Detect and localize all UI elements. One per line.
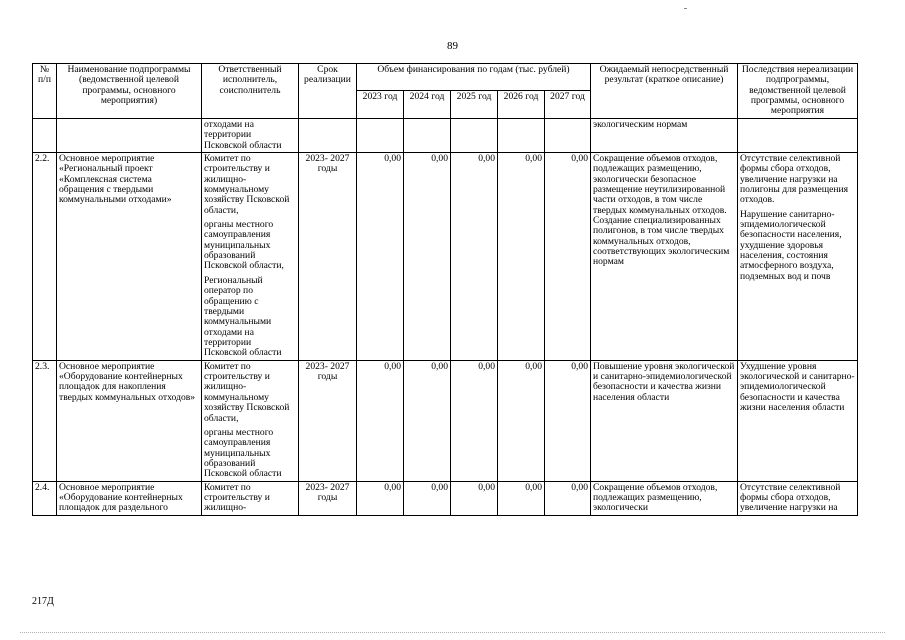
executor-item: органы местного самоуправления муниципальных образований Псковской области: [204, 426, 282, 480]
row-value-2025: 0,00: [451, 481, 498, 515]
consequence-item: Отсутствие селективной формы сбора отходов, увеличение нагрузки на полигоны для размещения отходов.: [740, 152, 849, 206]
consequence-item: Ухудшение уровня экологической и санитарно-эпидемиологической безопасности и качества жизни населения области: [740, 360, 855, 414]
cell-empty: [451, 118, 498, 152]
continuation-expected: экологическим нормам: [591, 118, 738, 152]
consequence-item: Отсутствие селективной формы сбора отходов, увеличение нагрузки на: [740, 481, 841, 514]
row-value-2026: 0,00: [498, 481, 545, 515]
row-executor: [202, 152, 299, 360]
executor-item: Комитет по строительству и жилищно-: [204, 481, 270, 514]
cell-empty: [498, 118, 545, 152]
row-consequences: [738, 152, 858, 360]
row-value-2023: 0,00: [357, 152, 404, 360]
cell-empty: [404, 118, 451, 152]
cell-empty: [299, 118, 357, 152]
table-row: [33, 360, 858, 481]
row-value-2024: 0,00: [404, 360, 451, 481]
header-year: 2027 год: [545, 91, 591, 118]
scan-artifact: [684, 8, 687, 9]
row-num: 2.2.: [33, 152, 57, 360]
row-expected: [591, 360, 738, 481]
row-value-2024: 0,00: [404, 152, 451, 360]
header-year: 2024 год: [404, 91, 451, 118]
row-term: 2023- 2027 годы: [299, 481, 357, 515]
row-name: Основное мероприятие «Региональный проект «Комплексная система обращения с твердыми коммунальными отходами»: [57, 152, 202, 360]
header-finance: Объем финансирования по годам (тыс. рублей): [357, 64, 591, 91]
continuation-executor: отходами на территории Псковской области: [202, 118, 299, 152]
header-year: 2025 год: [451, 91, 498, 118]
row-name: Основное мероприятие «Оборудование контейнерных площадок для накопления твердых коммунальных отходов»: [57, 360, 202, 481]
row-term: 2023- 2027 годы: [299, 360, 357, 481]
header-num: № п/п: [33, 64, 57, 119]
row-term: 2023- 2027 годы: [299, 152, 357, 360]
expected-item: Сокращение объемов отходов, подлежащих размещению, экологически: [593, 481, 718, 514]
executor-item: Комитет по строительству и жилищно-коммунальному хозяйству Псковской области,: [204, 360, 290, 424]
expected-item: Сокращение объемов отходов, подлежащих размещению, экологически безопасное размещение неутилизированной части отходов, в том числе твердых коммунальных отходов. Создание специализированных полигонов, в том числе твердых коммунальных отходов, соответствующих экологическим нормам: [593, 152, 730, 268]
header-year: 2023 год: [357, 91, 404, 118]
header-row-1: [33, 64, 858, 91]
table-row: [33, 152, 858, 360]
cell-empty: [33, 118, 57, 152]
header-expected: Ожидаемый непосредственный результат (краткое описание): [591, 64, 738, 119]
header-year: 2026 год: [498, 91, 545, 118]
row-num: 2.4.: [33, 481, 57, 515]
table-row: [33, 481, 858, 515]
row-value-2025: 0,00: [451, 360, 498, 481]
cell-empty: [57, 118, 202, 152]
row-value-2026: 0,00: [498, 152, 545, 360]
row-num: 2.3.: [33, 360, 57, 481]
row-executor: [202, 360, 299, 481]
header-executor: Ответственный исполнитель, соисполнитель: [202, 64, 299, 119]
footer-code: 217Д: [32, 596, 54, 607]
row-expected: [591, 481, 738, 515]
cell-empty: [545, 118, 591, 152]
row-consequences: [738, 481, 858, 515]
row-value-2023: 0,00: [357, 481, 404, 515]
cell-empty: [738, 118, 858, 152]
row-executor: [202, 481, 299, 515]
program-table: [32, 63, 858, 516]
row-value-2027: 0,00: [545, 152, 591, 360]
header-consequences: Последствия нереализации подпрограммы, ведомственной целевой программы, основного мероприятия: [738, 64, 858, 119]
row-value-2027: 0,00: [545, 481, 591, 515]
row-value-2027: 0,00: [545, 360, 591, 481]
continuation-row: [33, 118, 858, 152]
row-name: Основное мероприятие «Оборудование контейнерных площадок для раздельного: [57, 481, 202, 515]
header-name: Наименование подпрограммы (ведомственной целевой программы, основного мероприятия): [57, 64, 202, 119]
row-value-2026: 0,00: [498, 360, 545, 481]
row-value-2023: 0,00: [357, 360, 404, 481]
page-number: 89: [447, 40, 458, 52]
cell-empty: [357, 118, 404, 152]
row-value-2025: 0,00: [451, 152, 498, 360]
row-consequences: [738, 360, 858, 481]
row-value-2024: 0,00: [404, 481, 451, 515]
executor-item: органы местного самоуправления муниципальных образований Псковской области,: [204, 219, 284, 272]
header-term: Срок реализации: [299, 64, 357, 119]
expected-item: Повышение уровня экологической и санитарно-эпидемиологической безопасности и качества жизни населения области: [593, 360, 735, 403]
executor-item: Комитет по строительству и жилищно-коммунальному хозяйству Псковской области,: [204, 152, 290, 216]
consequence-item: Нарушение санитарно-эпидемиологической безопасности населения, ухудшение здоровья населения, состояния атмосферного воздуха, подземных вод и почв: [740, 208, 842, 282]
scan-artifact: [20, 632, 885, 634]
executor-item: Региональный оператор по обращению с твердыми коммунальными отходами на территории Псковской области: [204, 274, 282, 359]
row-expected: [591, 152, 738, 360]
